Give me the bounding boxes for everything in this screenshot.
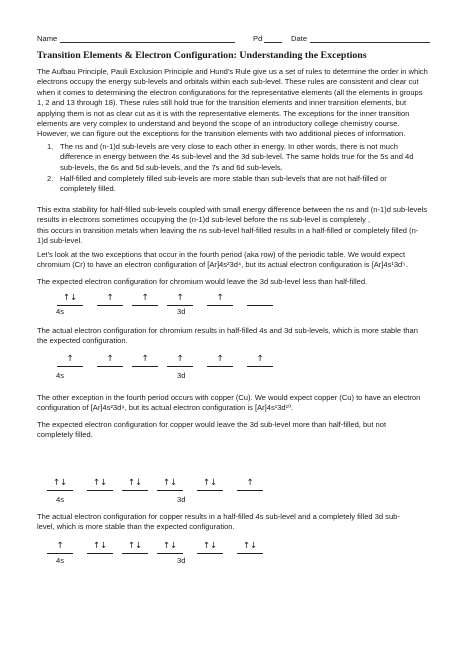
orbital [87, 542, 113, 554]
orbital-line [97, 305, 123, 306]
point-2 [47, 174, 447, 195]
orbital [132, 355, 158, 367]
orbital-line [197, 490, 223, 491]
orbital-line [247, 366, 273, 367]
cr-actual-text [37, 326, 418, 347]
cu-expected-line: completely filled. [37, 430, 93, 440]
orbital-line [132, 305, 158, 306]
orbital [47, 542, 73, 554]
orbital-line [157, 490, 183, 491]
orbital-line [57, 305, 83, 306]
electron-arrow: ↑ [56, 541, 64, 551]
cu-expected-diagram [37, 479, 287, 493]
electron-arrow: ↑ [256, 354, 264, 364]
point-line: completely filled. [60, 184, 116, 194]
period-line: Let’s look at the two exceptions that occur in the fourth period (aka row) of the periodic table. We would expect [37, 250, 406, 259]
pd-field[interactable] [264, 42, 282, 43]
date-field[interactable] [310, 42, 430, 43]
electron-arrow: ↑ [176, 293, 184, 303]
orbital [132, 294, 158, 306]
cu-actual-line: level, which is more stable than the expected configuration. [37, 522, 235, 532]
orbital [122, 479, 148, 491]
period-paragraph [37, 250, 407, 271]
period-line: chromium (Cr) to have an electron configuration of [Ar]4s²3d⁴, but its actual electron configuration is [Ar]4s¹3d⁵. [37, 260, 408, 270]
electron-arrow: ↑ [216, 354, 224, 364]
electron-arrow: ↑↓ [242, 541, 258, 551]
orbital-line [87, 490, 113, 491]
electron-arrow: ↑↓ [92, 541, 108, 551]
orbital [157, 542, 183, 554]
point-number: 2. [47, 174, 54, 183]
point-1 [47, 142, 447, 173]
cr-actual-line: the expected configuration. [37, 336, 128, 346]
electron-arrow: ↑ [66, 354, 74, 364]
electron-arrow: ↑ [106, 293, 114, 303]
orbital-label-3d: 3d [177, 307, 186, 316]
electron-arrow: ↑↓ [162, 541, 178, 551]
orbital [57, 355, 83, 367]
orbital [247, 355, 273, 367]
orbital-line [167, 305, 193, 306]
orbital [157, 479, 183, 491]
electron-arrow: ↑↓ [162, 478, 178, 488]
orbital [47, 479, 73, 491]
name-field[interactable] [60, 42, 235, 43]
orbital-label-4s: 4s [56, 556, 65, 565]
orbital-line [247, 305, 273, 306]
orbital [87, 479, 113, 491]
stability-line: results in electrons sometimes occupying the (n-1)d sub-level before the ns sub-level is completely , [37, 215, 371, 225]
intro-line: The Aufbau Principle, Pauli Exclusion Principle and Hund’s Rule give us a set of rules to determine the order in which [37, 67, 428, 76]
intro-line: electrons occupy the energy sub-levels and orbitals within each sub-level. These rules are consistent and clear cut [37, 77, 419, 87]
electron-arrow: ↑ [106, 354, 114, 364]
orbital-label-4s: 4s [56, 307, 65, 316]
cu-line: configuration of [Ar]4s²3d⁹, but its actual electron configuration is [Ar]4s¹3d¹⁰. [37, 403, 294, 413]
orbital-line [47, 553, 73, 554]
orbital-line [132, 366, 158, 367]
cu-line: The other exception in the fourth period occurs with copper (Cu). We would expect copper (Cu) to have an electron [37, 393, 421, 402]
orbital-label-3d: 3d [177, 495, 186, 504]
electron-arrow: ↑ [141, 354, 149, 364]
orbital-line [47, 490, 73, 491]
orbital-line [97, 366, 123, 367]
orbital [207, 294, 233, 306]
electron-arrow: ↑ [141, 293, 149, 303]
cr-expected-diagram [47, 294, 287, 308]
orbital [57, 294, 83, 306]
cu-expected-text [37, 420, 386, 441]
cr-actual-diagram [47, 355, 287, 369]
electron-arrow: ↑ [176, 354, 184, 364]
orbital-line [87, 553, 113, 554]
orbital-label-4s: 4s [56, 371, 65, 380]
cr-actual-line: The actual electron configuration for chromium results in half-filled 4s and 3d sub-levels, which is more stable than [37, 326, 418, 335]
electron-arrow: ↑↓ [52, 478, 68, 488]
orbital-line [207, 305, 233, 306]
worksheet-title: Transition Elements & Electron Configuration: Understanding the Exceptions [37, 50, 367, 61]
orbital-line [122, 553, 148, 554]
electron-arrow: ↑↓ [202, 478, 218, 488]
orbital-line [207, 366, 233, 367]
orbital-label-4s: 4s [56, 495, 65, 504]
orbital-line [237, 553, 263, 554]
electron-arrow: ↑ [246, 478, 254, 488]
orbital [97, 294, 123, 306]
name-label: Name [37, 34, 58, 43]
point-line: The ns and (n-1)d sub-levels are very close to each other in energy. In other words, there is not much [60, 142, 398, 151]
orbital-line [122, 490, 148, 491]
orbital [167, 355, 193, 367]
orbital [197, 542, 223, 554]
orbital [197, 479, 223, 491]
orbital [207, 355, 233, 367]
orbital [167, 294, 193, 306]
stability-paragraph [37, 205, 427, 247]
electron-arrow: ↑ [216, 293, 224, 303]
cu-actual-text [37, 512, 400, 533]
cu-paragraph [37, 393, 420, 414]
date-label: Date [291, 34, 308, 43]
intro-line: elements are very complex to understand and beyond the scope of an introductory college chemistry course. [37, 119, 400, 129]
orbital-line [157, 553, 183, 554]
stability-line: this occurs in transition metals when leaving the ns sub-level half-filled results in a half-filled or completely filled (n- [37, 225, 419, 235]
point-line: sub-levels, the 6s and 5d sub-levels, and the 7s and 6d sub-levels. [60, 162, 283, 172]
orbital [247, 294, 273, 306]
intro-line: However, we can figure out the exceptions for the transition elements with two additional pieces of information. [37, 129, 406, 139]
cu-actual-line: The actual electron configuration for copper results in a half-filled 4s sub-level and a completely filled 3d sub- [37, 512, 400, 521]
orbital [237, 542, 263, 554]
electron-arrow: ↑↓ [127, 541, 143, 551]
orbital [122, 542, 148, 554]
cu-expected-line: The expected electron configuration for copper would leave the 3d sub-level more than half-filled, but not [37, 420, 387, 429]
orbital-line [167, 366, 193, 367]
electron-arrow: ↑↓ [92, 478, 108, 488]
orbital-line [197, 553, 223, 554]
orbital-line [237, 490, 263, 491]
cu-actual-diagram [37, 542, 287, 556]
orbital-label-3d: 3d [177, 371, 186, 380]
point-line: difference in energy between the 4s sub-level and the 3d sub-level. The same holds true for the 5s and 4d [60, 152, 414, 162]
electron-arrow: ↑↓ [202, 541, 218, 551]
intro-line: when it comes to determining the electron configurations for the representative elements (all the elements in groups [37, 87, 423, 97]
point-number: 1. [47, 142, 54, 151]
stability-line: 1)d sub-level. [37, 236, 83, 246]
intro-line: applying them is not as clear cut as it is with the representative elements. The exceptions for the inner transition [37, 108, 410, 118]
orbital-label-3d: 3d [177, 556, 186, 565]
intro-paragraph [37, 67, 428, 140]
electron-arrow: ↑↓ [127, 478, 143, 488]
stability-line: This extra stability for half-filled sub-levels coupled with small energy difference between the ns and (n-1)d sub-levels [37, 205, 427, 214]
pd-label: Pd [253, 34, 263, 43]
intro-line: 1, 2 and 13 through 18). These rules still hold true for the transition elements and inner transition elements, but [37, 98, 407, 108]
orbital-line [57, 366, 83, 367]
orbital [237, 479, 263, 491]
orbital [97, 355, 123, 367]
electron-arrow: ↑↓ [62, 293, 78, 303]
cr-expected-text: The expected electron configuration for chromium would leave the 3d sub-level less than half-filled. [37, 277, 368, 286]
point-line: Half-filled and completely filled sub-levels are more stable than sub-levels that are not half-filled or [60, 174, 387, 183]
